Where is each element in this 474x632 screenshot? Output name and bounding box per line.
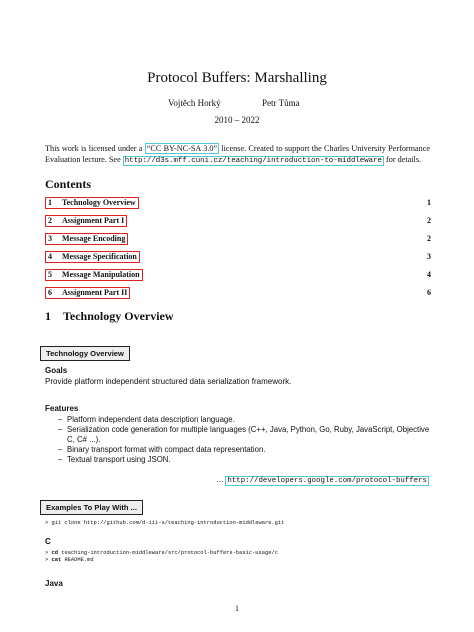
protobuf-url-link[interactable]: http://developers.google.com/protocol-buffers: [227, 477, 427, 485]
toc-page-number: 2: [427, 216, 431, 225]
list-item: – Serialization code generation for multiple languages (C++, Java, Python, Go, Ruby, JavaScript, Objective C, C# ...).: [58, 425, 432, 445]
toc-link[interactable]: 1 Technology Overview: [45, 197, 139, 209]
toc-entry: [45, 215, 431, 227]
section-title: Technology Overview: [63, 309, 174, 323]
license-text: This work is licensed under a: [45, 144, 145, 153]
toc-link[interactable]: 5 Message Manipulation: [45, 269, 143, 281]
list-item: – Binary transport format with compact data representation.: [58, 445, 432, 455]
page-number: 1: [235, 604, 239, 613]
section-heading: [45, 309, 174, 324]
contents-heading: Contents: [45, 177, 92, 191]
toc-page-number: 6: [427, 288, 431, 297]
toc-entry: [45, 269, 431, 281]
document-title: Protocol Buffers: Marshalling: [147, 70, 327, 86]
author-name: Vojtěch Horký: [168, 98, 221, 108]
reference-link-line: [217, 475, 429, 485]
document-years: 2010 – 2022: [214, 115, 260, 125]
list-item: – Platform independent data description language.: [58, 415, 432, 425]
toc-page-number: 2: [427, 234, 431, 243]
toc-link[interactable]: 2 Assignment Part I: [45, 215, 127, 227]
author-name: Petr Tůma: [262, 98, 300, 108]
license-text: license. Created to support the Charles University Performance Evaluation lecture. See: [45, 144, 430, 164]
toc-link[interactable]: 4 Message Specification: [45, 251, 140, 263]
toc-link[interactable]: 3 Message Encoding: [45, 233, 128, 245]
toc-entry: [45, 287, 431, 299]
toc-entry: [45, 251, 431, 263]
goals-heading: Goals: [45, 366, 68, 375]
code-line: > git clone http://github.com/d-iii-s/teaching-introduction-middleware.git: [45, 520, 285, 526]
toc-page-number: 4: [427, 270, 431, 279]
slide-title-box: Technology Overview: [40, 346, 130, 361]
goals-text: Provide platform independent structured data serialization framework.: [45, 377, 292, 386]
toc-page-number: 3: [427, 252, 431, 261]
toc-entry: [45, 233, 431, 245]
list-item: – Textual transport using JSON.: [58, 455, 432, 465]
license-paragraph: [45, 143, 430, 167]
features-list: [58, 415, 432, 465]
link-prefix: ...: [216, 475, 226, 484]
license-text: for details.: [384, 155, 422, 164]
slide-title-box: Examples To Play With ...: [40, 500, 143, 515]
code-line: > cat README.md: [45, 557, 94, 563]
c-heading: C: [45, 537, 51, 546]
section-number: 1: [45, 309, 51, 323]
course-url-link[interactable]: http://d3s.mff.cuni.cz/teaching/introduction-to-middleware: [124, 157, 382, 165]
code-line: > cd teaching-introduction-middleware/src/protocol-buffers-basic-usage/c: [45, 550, 278, 556]
toc-entry: [45, 197, 431, 209]
toc-page-number: 1: [427, 198, 431, 207]
java-heading: Java: [45, 579, 63, 588]
toc-link[interactable]: 6 Assignment Part II: [45, 287, 130, 299]
license-link[interactable]: “CC BY-NC-SA 3.0”: [146, 144, 218, 153]
features-heading: Features: [45, 404, 79, 413]
